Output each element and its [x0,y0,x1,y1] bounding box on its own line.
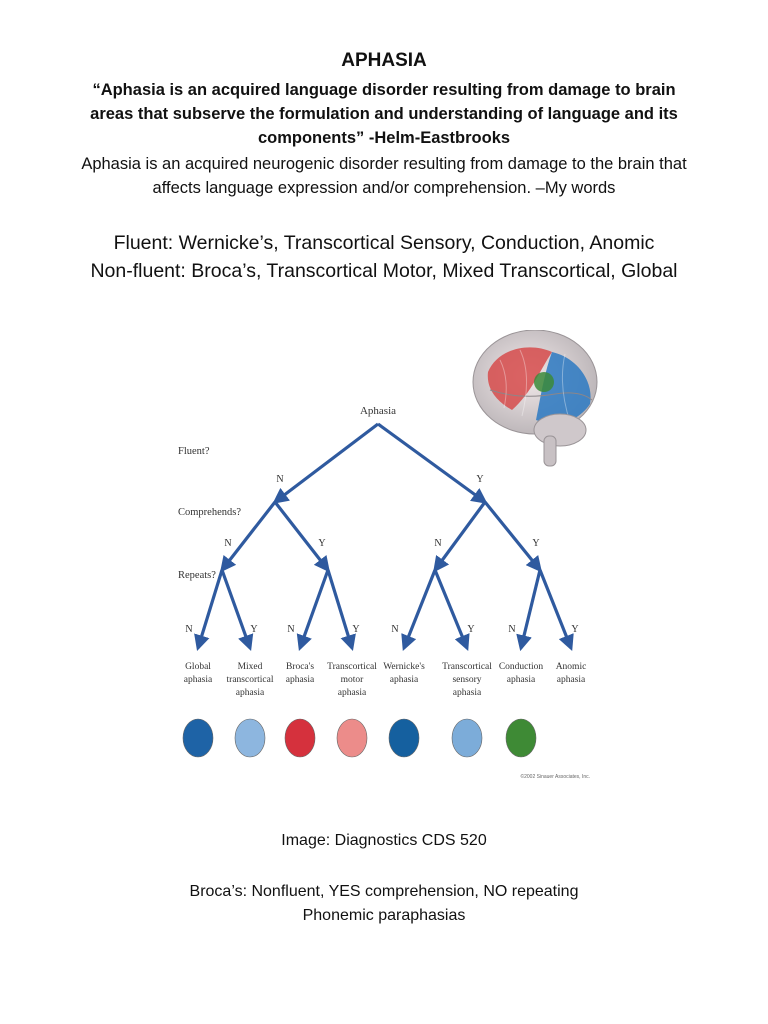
arrow-repeats [521,570,540,648]
arrow-repeats [198,570,222,648]
leaf-label: Global [185,662,211,672]
label-n: N [276,474,284,485]
leaf-label: aphasia [235,688,265,698]
label-y: Y [250,624,258,635]
label-n: N [508,624,516,635]
label-n: N [287,624,295,635]
question-repeats: Repeats? [178,570,216,581]
question-comprehends: Comprehends? [178,507,241,518]
arrow-repeats [328,570,352,648]
broca-note [0,880,768,928]
label-y: Y [476,474,484,485]
definition-own-words: Aphasia is an acquired neurogenic disorder resulting from damage to the brain that affects language expression and/or comprehension. –My words [81,155,687,197]
leaf-label: Wernicke's [383,662,425,672]
leaf-dot [452,719,482,757]
broca-paraphasias-line: Phonemic paraphasias [302,907,466,924]
aphasia-types [60,229,708,285]
leaf-label: aphasia [337,688,367,698]
leaf-label: Transcortical [442,662,492,672]
arrow-fluent-yes [378,424,485,502]
question-fluent: Fluent? [178,446,210,457]
arrow-repeats [222,570,250,648]
label-y: Y [352,624,360,635]
leaf-label: aphasia [556,675,586,685]
label-n: N [391,624,399,635]
arrow-fluent-no [275,424,378,502]
leaf-label: motor [340,675,364,685]
leaf-dot [389,719,419,757]
label-y: Y [318,538,326,549]
arrow-comprehends [435,502,485,570]
arrow-comprehends [275,502,328,570]
leaf-label: Transcortical [327,662,377,672]
leaf-label: aphasia [389,675,419,685]
brain-illustration [473,330,597,466]
document-title: APHASIA [341,50,427,71]
arrow-repeats [540,570,571,648]
leaf-label: transcortical [226,675,274,685]
copyright-text: ©2002 Sinauer Associates, Inc. [520,774,590,780]
arrow-comprehends [485,502,540,570]
definition-quote: “Aphasia is an acquired language disorder resulting from damage to brain areas that subserve the formulation and understanding of language and its components” -Helm-Eastbrooks [90,81,678,147]
label-n: N [434,538,442,549]
arrow-repeats [300,570,328,648]
leaf-label: sensory [452,675,482,685]
leaf-label: Mixed [237,662,263,672]
leaf-dot [337,719,367,757]
label-n: N [224,538,232,549]
leaf-label: Anomic [555,662,587,672]
image-caption: Image: Diagnostics CDS 520 [281,832,487,849]
nonfluent-types-line: Non-fluent: Broca’s, Transcortical Motor, Mixed Transcortical, Global [90,260,678,282]
fluent-types-line: Fluent: Wernicke’s, Transcortical Sensory, Conduction, Anomic [113,232,655,254]
leaf-label: aphasia [285,675,315,685]
label-y: Y [532,538,540,549]
aphasia-decision-tree [160,330,620,790]
leaf-dot [506,719,536,757]
leaf-label: aphasia [506,675,536,685]
leaf-label: Broca's [285,662,315,672]
label-y: Y [571,624,579,635]
leaf-label: aphasia [183,675,213,685]
arrow-repeats [435,570,467,648]
leaf-label: Conduction [498,662,544,672]
root-label: Aphasia [359,405,397,417]
leaf-label: aphasia [452,688,482,698]
arrow-repeats [404,570,435,648]
leaf-dot [285,719,315,757]
label-n: N [185,624,193,635]
decision-tree [178,405,590,780]
broca-summary-line: Broca’s: Nonfluent, YES comprehension, NO repeating [189,883,579,900]
label-y: Y [467,624,475,635]
